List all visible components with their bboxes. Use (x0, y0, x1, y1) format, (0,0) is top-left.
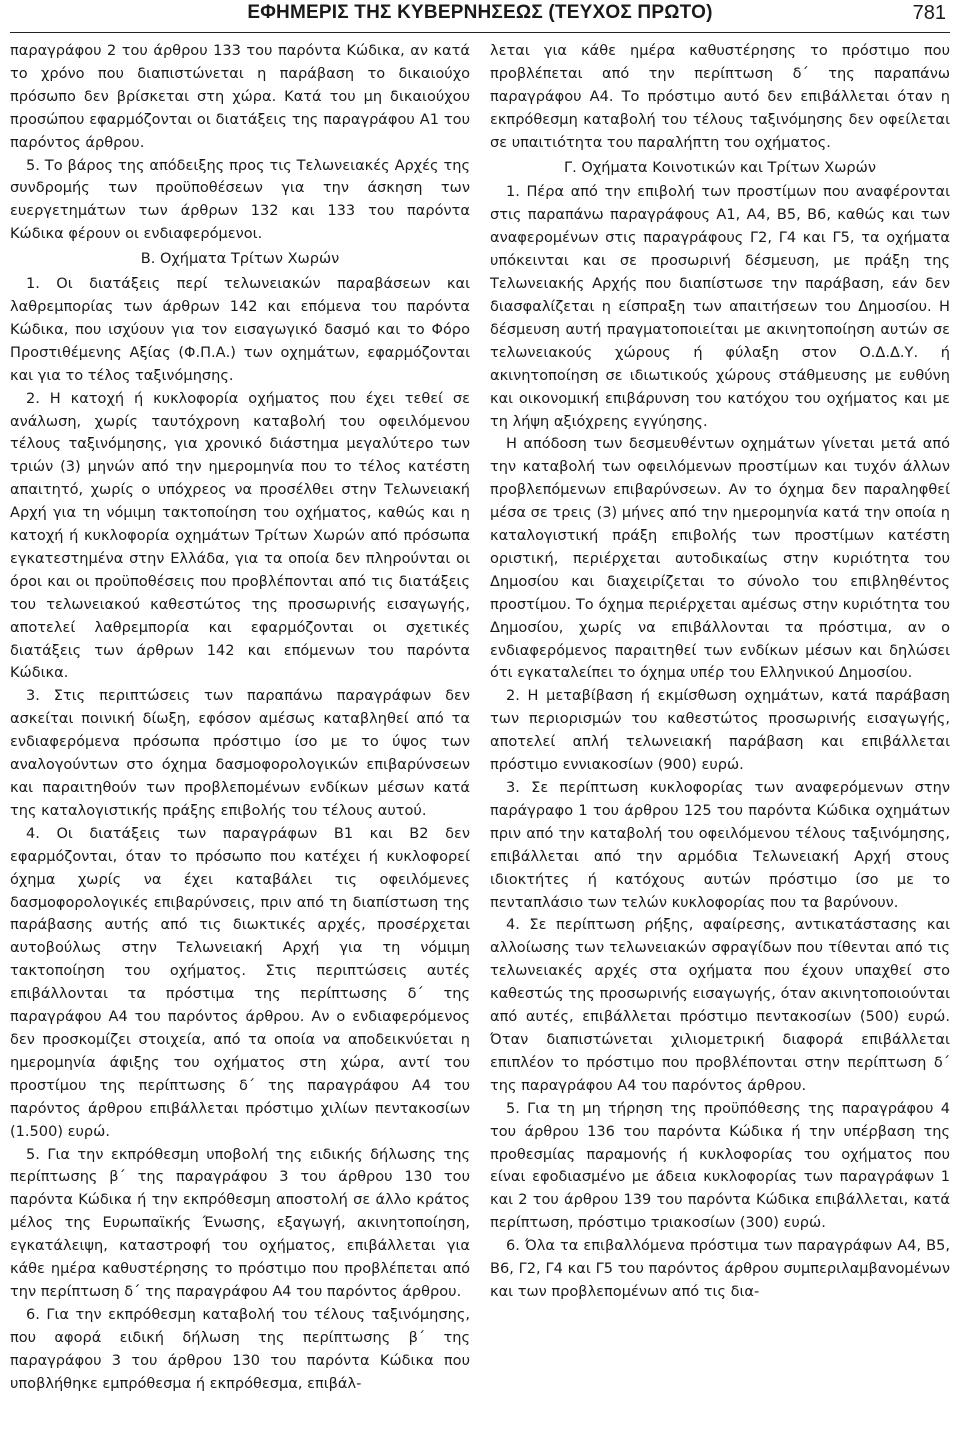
paragraph: παραγράφου 2 του άρθρου 133 του παρόντα Κώδικα, αν κατά το χρόνο που διαπιστώνεται η παράβαση το δικαιούχο πρόσωπο δεν βρίσκεται στη χώρα. Κατά του μη δικαιούχου προσώπου εφαρμόζονται οι διατάξεις της παραγράφου Α1 του παρόντος άρθρου. (10, 42, 470, 151)
paragraph: 6. Όλα τα επιβαλλόμενα πρόστιμα των παραγράφων Α4, Β5, Β6, Γ2, Γ4 και Γ5 του παρόντος άρθρου συμπεριλαμβανομένων και των προβλεπομένων από τις δια- (490, 1237, 950, 1300)
paragraph: 2. Η μεταβίβαση ή εκμίσθωση οχημάτων, κατά παράβαση των περιορισμών του καθεστώτος προσωρινής εισαγωγής, αποτελεί απλή τελωνειακή παράβαση και επιβάλλεται πρόστιμο εννιακοσίων (900) ευρώ. (490, 687, 950, 774)
right-column (490, 40, 950, 1304)
paragraph: 5. Το βάρος της απόδειξης προς τις Τελωνειακές Αρχές της συνδρομής των προϋποθέσεων για την άσκηση των ευεργετημάτων των άρθρων 132 και 133 του παρόντα Κώδικα φέρουν οι ενδιαφερόμενοι. (10, 156, 470, 243)
section-heading: Β. Οχήματα Τρίτων Χωρών (140, 250, 340, 268)
paragraph: 4. Οι διατάξεις των παραγράφων Β1 και Β2 δεν εφαρμόζονται, όταν το πρόσωπο που κατέχει ή κυκλοφορεί όχημα χωρίς να έχει καταβάλει τις οφειλόμενες δασμοφορολογικές επιβαρύνσεις, πριν από τη διαπίστωση της παράβασης αυτής από τις διωκτικές αρχές, προσέρχεται αυτοβούλως στην Τελωνειακή Αρχή για τη νόμιμη τακτοποίηση του οχήματος. Στις περιπτώσεις αυτές επιβάλλονται τα πρόστιμα της περίπτωσης δ΄ της παραγράφου Α4 του παρόντος άρθρου. Αν ο ενδιαφερόμενος δεν προσκομίζει στοιχεία, από τα οποία να αποδεικνύεται η ημερομηνία άφιξης του οχήματος στη χώρα, αντί του προστίμου της περίπτωσης δ΄ της παραγράφου Α4 του παρόντος άρθρου επιβάλλεται πρόστιμο χιλίων πεντακοσίων (1.500) ευρώ. (10, 824, 470, 1140)
left-column (10, 40, 470, 1395)
page-number: 781 (912, 2, 946, 24)
gazette-title: ΕΦΗΜΕΡΙΣ ΤΗΣ ΚΥΒΕΡΝΗΣΕΩΣ (ΤΕΥΧΟΣ ΠΡΩΤΟ) (247, 2, 713, 23)
paragraph: 5. Για την εκπρόθεσμη υποβολή της ειδικής δήλωσης της περίπτωσης β΄ της παραγράφου 3 του άρθρου 130 του παρόντα Κώδικα ή την εκπρόθεσμη αποστολή σε άλλο κράτος μέλος της Ευρωπαϊκής Ένωσης, εξαγωγή, ακινητοποίηση, εγκατάλειψη, καταστροφή του οχήματος, επιβάλλεται για κάθε ημέρα καθυστέρησης το πρόστιμο που προβλέπεται από την περίπτωση δ΄ της παραγράφου Α4 του παρόντος άρθρου. (10, 1145, 470, 1300)
paragraph: Η απόδοση των δεσμευθέντων οχημάτων γίνεται μετά από την καταβολή των οφειλόμενων προστίμων και τυχόν άλλων προβλεπόμενων επιβαρύνσεων. Αν το όχημα δεν παραληφθεί μέσα σε τρεις (3) μήνες από την ημερομηνία κατά την οποία η καταλογιστική πράξη επιβολής των προστίμων κατέστη οριστική, περιέρχεται αυτοδικαίως στην κυριότητα του Δημοσίου και διαχειρίζεται το σύνολο του επιβληθέντος προστίμου. Το όχημα περιέρχεται αμέσως στην κυριότητα του Δημοσίου, χωρίς να επιβάλλονται τα πρόστιμα, αν ο ενδιαφερόμενος παραιτηθεί των ενδίκων μέσων και δηλώσει ότι εγκαταλείπει το όχημα υπέρ του Ελληνικού Δημοσίου. (490, 435, 950, 682)
page-header (10, 0, 950, 33)
section-heading: Γ. Οχήματα Κοινοτικών και Τρίτων Χωρών (564, 158, 876, 176)
paragraph: 4. Σε περίπτωση ρήξης, αφαίρεσης, αντικατάστασης και αλλοίωσης των τελωνειακών σφραγίδων που τίθενται από τις τελωνειακές αρχές στα οχήματα που έχουν υπαχθεί στο καθεστώς της προσωρινής εισαγωγής, όταν ακινητοποιούνται από αυτές, επιβάλλεται πρόστιμο πεντακοσίων (500) ευρώ. Όταν διαπιστώνεται χιλιομετρική διαφορά επιβάλλεται επιπλέον το πρόστιμο που προβλέπονται στην περίπτωση δ΄ της παραγράφου Α4 του παρόντος άρθρου. (490, 916, 950, 1094)
paragraph: 2. Η κατοχή ή κυκλοφορία οχήματος που έχει τεθεί σε ανάλωση, χωρίς ταυτόχρονη καταβολή του οφειλόμενου τέλους ταξινόμησης, για χρονικό διάστημα μεγαλύτερο των τριών (3) μηνών από την ημερομηνία που το τέλος κατέστη απαιτητό, χωρίς ο υπόχρεος να προσέλθει στην Τελωνειακή Αρχή για τη νόμιμη τακτοποίηση του οχήματος, καθώς και η κατοχή ή κυκλοφορία οχημάτων Τρίτων Χωρών από πρόσωπα εγκατεστημένα στην Ελλάδα, για τα οποία δεν πληρούνται οι όροι και οι προϋποθέσεις που προβλέπονται από τις διατάξεις του τελωνειακού καθεστώτος της προσωρινής εισαγωγής, αποτελεί λαθρεμπορία και εφαρμόζονται οι σχετικές διατάξεις των άρθρων 142 και επόμενων του παρόντα Κώδικα. (10, 389, 470, 682)
paragraph: 1. Πέρα από την επιβολή των προστίμων που αναφέρονται στις παραπάνω παραγράφους Α1, Α4, Β5, Β6, καθώς και των αναφερομένων στις παραγράφους Γ2, Γ4 και Γ5, τα οχήματα υπόκεινται και σε προσωρινή δέσμευση, με πράξη της Τελωνειακής Αρχής που διαπίστωσε την παράβαση, εάν δεν διασφαλίζεται η είσπραξη των απαιτήσεων του Δημοσίου. Η δέσμευση αυτή πραγματοποιείται με ακινητοποίηση αυτών σε τελωνειακούς χώρους ή φύλαξη στον Ο.Δ.Δ.Υ. ή ακινητοποίηση σε ιδιωτικούς χώρους στάθμευσης με ευθύνη και οικονομική επιβάρυνση του κατόχου του οχήματος και με τη λήψη αξιόχρεης εγγύησης. (490, 183, 950, 430)
paragraph: 3. Στις περιπτώσεις των παραπάνω παραγράφων δεν ασκείται ποινική δίωξη, εφόσον αμέσως καταβληθεί από τα ενδιαφερόμενα πρόσωπα πρόστιμο ίσο με το ύψος των αναλογούντων στο όχημα δασμοφορολογικών επιβαρύνσεων και παραιτηθούν των προβλεπομένων ενδίκων μέσων κατά της καταλογιστικής πράξης επιβολής του τέλους αυτού. (10, 687, 470, 819)
paragraph: 1. Οι διατάξεις περί τελωνειακών παραβάσεων και λαθρεμπορίας των άρθρων 142 και επόμενα του παρόντα Κώδικα, που ισχύουν για τον εισαγωγικό δασμό και το Φόρο Προστιθέμενης Αξίας (Φ.Π.Α.) των οχημάτων, εφαρμόζονται και για το τέλος ταξινόμησης. (10, 275, 470, 384)
paragraph: 6. Για την εκπρόθεσμη καταβολή του τέλους ταξινόμησης, που αφορά ειδική δήλωση της περίπτωσης β΄ της παραγράφου 3 του άρθρου 130 του παρόντα Κώδικα που υποβλήθηκε εμπρόθεσμα ή εκπρόθεσμα, επιβάλ- (10, 1305, 470, 1392)
paragraph: 5. Για τη μη τήρηση της προϋπόθεσης της παραγράφου 4 του άρθρου 136 του παρόντα Κώδικα ή την υπέρβαση της προθεσμίας παραμονής ή κυκλοφορίας του οχήματος που είναι εφοδιασμένο με άδεια κυκλοφορίας των παραγράφων 1 και 2 του άρθρου 139 του παρόντα Κώδικα επιβάλλεται, κατά περίπτωση, πρόστιμο τριακοσίων (300) ευρώ. (490, 1099, 950, 1232)
paragraph: 3. Σε περίπτωση κυκλοφορίας των αναφερόμενων στην παράγραφο 1 του άρθρου 125 του παρόντα Κώδικα οχημάτων πριν από την καταβολή του οφειλόμενου τέλους ταξινόμησης, επιβάλλεται από την αρμόδια Τελωνειακή Αρχή στους ιδιοκτήτες ή κατόχους αυτών πρόστιμο ίσο με το πενταπλάσιο των τελών κυκλοφορίας που τα βαρύνουν. (490, 779, 950, 911)
paragraph: λεται για κάθε ημέρα καθυστέρησης το πρόστιμο που προβλέπεται από την περίπτωση δ΄ της παραπάνω παραγράφου Α4. Το πρόστιμο αυτό δεν επιβάλλεται όταν η εκπρόθεσμη καταβολή του τέλους ταξινόμησης δεν οφείλεται σε υπαιτιότητα του παραλήπτη του οχήματος. (490, 42, 950, 151)
